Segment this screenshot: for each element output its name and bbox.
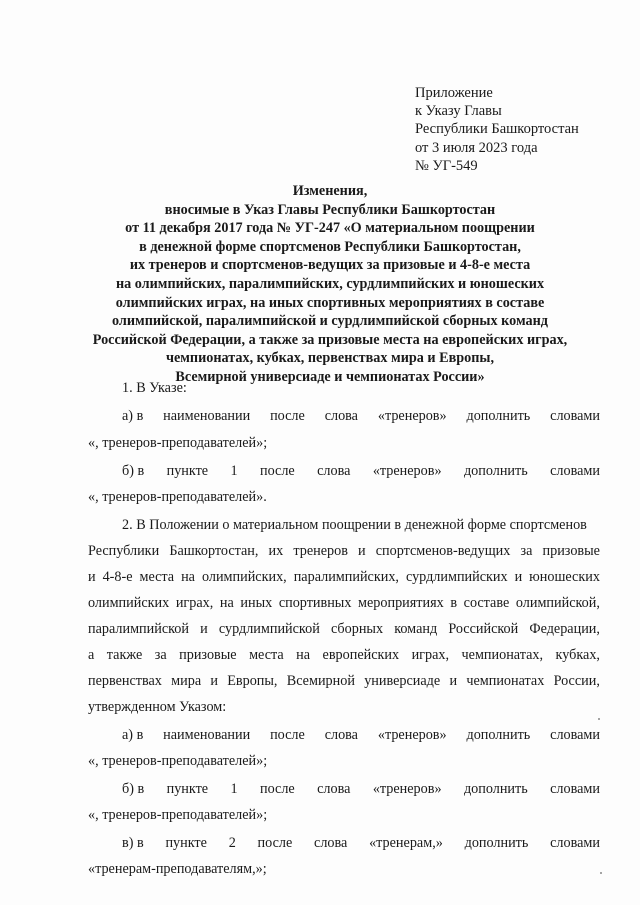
item-2c-continuation: «тренерам-преподавателям,»;	[88, 861, 267, 877]
paragraph-2-first-line: 2. В Положении о материальном поощрении в денежной форме спортсменов	[122, 517, 587, 533]
word: чемпионатах	[466, 673, 545, 689]
title-line: вносимые в Указ Главы Республики Башкортостан	[164, 201, 496, 218]
word: первенствах	[88, 673, 162, 689]
word: европейских	[322, 647, 400, 663]
word: за	[520, 543, 533, 559]
word: Республики	[88, 543, 160, 559]
word: дополнить	[466, 408, 531, 424]
word: сурдлимпийской	[218, 621, 320, 637]
word: олимпийских,	[201, 569, 287, 585]
word: пункте	[166, 463, 209, 479]
title-line: Всемирной универсиаде и чемпионатах России»	[175, 368, 485, 385]
word: 1	[230, 781, 238, 797]
word: «тренеров»	[377, 727, 447, 743]
word: после	[270, 408, 305, 424]
word: после	[260, 463, 295, 479]
word: 4-8-е	[102, 569, 133, 585]
appendix-line: к Указу Главы	[415, 103, 502, 120]
word: места	[139, 569, 175, 585]
title-line: на олимпийских, паралимпийских, сурдлимпийских и юношеских	[115, 275, 545, 292]
item-1b-continuation: «, тренеров-преподавателей».	[88, 489, 267, 505]
word: Российской	[448, 621, 519, 637]
paragraph-2-line	[88, 621, 600, 638]
word: спортивных	[278, 595, 352, 611]
word: России,	[553, 673, 600, 689]
word: паралимпийской	[88, 621, 189, 637]
item-1a	[122, 408, 600, 425]
word: и	[449, 673, 458, 689]
word: составе	[463, 595, 510, 611]
word: на	[181, 569, 195, 585]
item-1b	[122, 463, 600, 480]
word: б) в	[122, 463, 145, 479]
word: б) в	[122, 781, 145, 797]
paragraph-2-line	[88, 647, 600, 664]
word: юношеских	[529, 569, 600, 585]
word: команд	[394, 621, 438, 637]
word: дополнить	[463, 781, 528, 797]
paragraph-2-last-line: утвержденном Указом:	[88, 699, 227, 715]
title-line: в денежной форме спортсменов Республики Башкортостан,	[139, 238, 521, 255]
item-2b-continuation: «, тренеров-преподавателей»;	[88, 807, 268, 823]
word: за	[154, 647, 167, 663]
word: играх,	[175, 595, 214, 611]
word: также	[106, 647, 143, 663]
word: слова	[324, 727, 358, 743]
paragraph-2-line	[88, 569, 600, 586]
word: после	[257, 835, 293, 851]
word: сурдлимпийских	[405, 569, 508, 585]
paragraph-2-line	[88, 673, 600, 690]
word: на	[296, 647, 311, 663]
word: а) в	[122, 727, 144, 743]
word: и	[210, 673, 218, 689]
title-line: Российской Федерации, а также за призовые места на европейских играх,	[92, 331, 568, 348]
paragraph-1: 1. В Указе:	[122, 380, 187, 396]
word: словами	[550, 835, 600, 851]
scan-speck	[598, 718, 600, 720]
word: слова	[317, 781, 351, 797]
word: словами	[550, 408, 600, 424]
word: 1	[230, 463, 238, 479]
word: дополнить	[463, 463, 528, 479]
word: после	[270, 727, 305, 743]
word: словами	[550, 727, 600, 743]
paragraph-2-line	[88, 543, 600, 560]
word: кубках,	[555, 647, 600, 663]
word: а) в	[122, 408, 144, 424]
appendix-line: Республики Башкортостан	[415, 121, 579, 138]
word: места	[249, 647, 284, 663]
word: тренеров	[293, 543, 348, 559]
word: универсиаде	[364, 673, 441, 689]
word: Башкортостан,	[169, 543, 259, 559]
appendix-line: Приложение	[415, 85, 493, 101]
word: «тренеров»	[372, 781, 442, 797]
title-line: их тренеров и спортсменов-ведущих за призовые и 4-8-е места	[129, 257, 531, 274]
word: сборных	[330, 621, 384, 637]
document-title	[80, 182, 580, 387]
word: слова	[324, 408, 358, 424]
word: чемпионатах,	[461, 647, 544, 663]
word: олимпийских	[88, 595, 170, 611]
word: слова	[317, 463, 351, 479]
word: спортсменов-ведущих	[375, 543, 511, 559]
word: «тренеров»	[377, 408, 447, 424]
word: «тренерам,»	[369, 835, 443, 851]
item-1a-continuation: «, тренеров-преподавателей»;	[88, 435, 268, 451]
item-2c	[122, 835, 600, 852]
word: играх,	[411, 647, 450, 663]
word: словами	[550, 463, 600, 479]
word: Федерации,	[529, 621, 600, 637]
word: призовые	[542, 543, 600, 559]
word: в) в	[122, 835, 144, 851]
word: слова	[314, 835, 348, 851]
word: «тренеров»	[372, 463, 442, 479]
appendix-line: № УГ-549	[415, 157, 478, 174]
word: в	[450, 595, 458, 611]
scan-speck	[600, 872, 602, 874]
word: наименовании	[163, 408, 251, 424]
word: пункте	[166, 781, 209, 797]
word: а	[88, 647, 95, 663]
word: олимпийской,	[515, 595, 600, 611]
word: пункте	[165, 835, 207, 851]
title-line: олимпийских играх, на иных спортивных мероприятиях в составе	[115, 294, 545, 311]
word: мира	[171, 673, 202, 689]
item-2b	[122, 781, 600, 798]
appendix-block	[415, 84, 579, 175]
word: дополнить	[464, 835, 529, 851]
title-line: от 11 декабря 2017 года № УГ-247 «О материальном поощрении	[125, 220, 535, 237]
word: после	[260, 781, 295, 797]
word: и	[200, 621, 208, 637]
word: Всемирной	[286, 673, 355, 689]
word: и	[514, 569, 523, 585]
word: мероприятиях	[358, 595, 444, 611]
word: призовые	[179, 647, 237, 663]
paragraph-2-line	[88, 595, 600, 612]
word: на	[219, 595, 234, 611]
item-2a-continuation: «, тренеров-преподавателей»;	[88, 753, 268, 769]
title-line: чемпионатах, кубках, первенствах мира и Европы,	[165, 350, 495, 367]
appendix-line: от 3 июля 2023 года	[415, 139, 538, 156]
word: их	[268, 543, 284, 559]
word: иных	[240, 595, 273, 611]
title-line: олимпийской, паралимпийской и сурдлимпийской сборных команд	[112, 313, 548, 330]
word: наименовании	[163, 727, 251, 743]
item-2a	[122, 727, 600, 744]
word: и	[88, 569, 96, 585]
title-line: Изменения,	[292, 183, 368, 199]
word: словами	[550, 781, 600, 797]
word: 2	[228, 835, 236, 851]
word: паралимпийских,	[293, 569, 399, 585]
word: Европы,	[227, 673, 278, 689]
word: дополнить	[466, 727, 531, 743]
word: и	[358, 543, 366, 559]
